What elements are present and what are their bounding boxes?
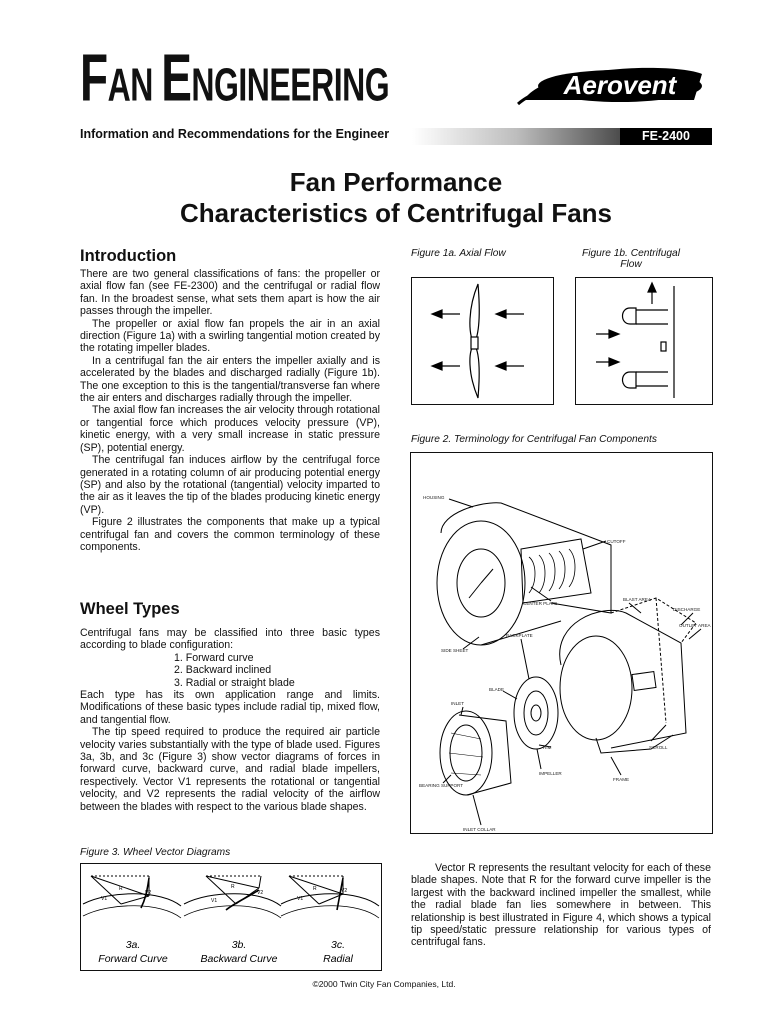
label-blast-area: BLAST AREA <box>623 597 652 602</box>
document-code: FE-2400 <box>620 128 712 145</box>
label-backplate: BACKPLATE <box>506 633 533 638</box>
panel-3c-label: Radial <box>323 953 353 965</box>
panel-3b-label: Backward Curve <box>200 953 278 965</box>
paragraph: Vector R represents the resultant velocity for each of these blade shapes. Note that R for the forward curve impeller is the largest with the backward inclined impeller the smallest, while the radial blade fan lies somewhere in between. This relationship is best illustrated in Figure 4, which shows a typical tip speed/static pressure relationship for various types of centrifugal fans. <box>411 862 711 949</box>
figure-2-fan-components <box>410 452 713 834</box>
paragraph: The centrifugal fan induces airflow by the centrifugal force generated in a rotating column of air producing potential energy (SP) and also by the rotational (tangential) velocity imparted to the air as it leaves the tip of the blades producing kinetic energy (VP). <box>80 454 380 516</box>
figure-3-wheel-vector-diagrams <box>80 863 382 971</box>
brand-title <box>80 39 390 116</box>
logo-text: Aerovent <box>563 70 677 100</box>
vector-label-v1: V1 <box>101 896 108 902</box>
figure-1a-caption: Figure 1a. Axial Flow <box>411 248 506 259</box>
blade-type-list <box>80 652 380 689</box>
paragraph: The tip speed required to produce the required air particle velocity varies substantially with the type of blade used. Figures 3a, 3b, and 3c (Figure 3) show vector diagrams of forces in forward curve, backward curve, and radial blade impellers, respectively. Vector V1 represents the rotational or tangential velocity, and V2 represents the radial velocity of the airflow between the blades with respect to the various blade shapes. <box>80 726 380 813</box>
vector-label-r: R <box>231 884 235 890</box>
label-scroll: SCROLL <box>649 745 668 750</box>
figure-1b-caption: Figure 1b. Centrifugal Flow <box>582 248 680 270</box>
heading-wheel-types: Wheel Types <box>80 600 180 618</box>
heading-introduction: Introduction <box>80 247 177 265</box>
label-outlet-area: OUTLET AREA <box>679 623 711 628</box>
header-subtitle: Information and Recommendations for the Engineer <box>80 127 390 141</box>
paragraph: There are two general classifications of fans: the propeller or axial flow fan (see FE-2300) and the centrifugal or radial flow fan. In the broadest sense, what sets them apart is how the air passes through the impeller. <box>80 268 380 318</box>
copyright-footer: ©2000 Twin City Fan Companies, Ltd. <box>312 979 456 989</box>
paragraph: In a centrifugal fan the air enters the impeller axially and is accelerated by the blades and discharged radially (Figure 1b). The one exception to this is the tangential/transverse fan where the air enters and discharges radially through the impeller. <box>80 354 380 405</box>
label-bearing-support: BEARING SUPPORT <box>419 783 464 788</box>
page-title-line2: Characteristics of Centrifugal Fans <box>180 198 612 228</box>
list-item: 2. Backward inclined <box>174 664 272 677</box>
aerovent-logo <box>514 60 709 108</box>
vector-resultant-text <box>411 862 711 949</box>
vector-label-v1: V1 <box>211 898 218 904</box>
paragraph: The propeller or axial flow fan propels the air in an axial direction (Figure 1a) with a swirling tangential motion created by the rotating impeller blades. <box>80 317 380 355</box>
panel-3c-id: 3c. <box>330 939 346 951</box>
label-blade: BLADE <box>489 687 505 692</box>
vector-label-r: R <box>313 886 317 892</box>
vector-label-v2: V2 <box>145 890 152 896</box>
list-item: 1. Forward curve <box>174 651 254 664</box>
vector-label-r: R <box>119 886 123 892</box>
label-inlet: INLET <box>451 701 465 706</box>
figure-2-caption: Figure 2. Terminology for Centrifugal Fan Components <box>411 434 657 445</box>
list-item: 3. Radial or straight blade <box>174 676 295 689</box>
page-title <box>80 167 712 229</box>
brand-initial-e: E <box>161 39 192 116</box>
label-inlet-collar: INLET COLLAR <box>463 827 496 832</box>
vector-label-v2: V2 <box>341 888 348 894</box>
label-discharge: DISCHARGE <box>673 607 701 612</box>
brand-word-fan: AN <box>107 58 162 111</box>
panel-3b-id: 3b. <box>231 939 247 951</box>
paragraph: The axial flow fan increases the air velocity through rotational or tangential force which produces velocity pressure (VP), kinetic energy, with a very small increase in static pressure (SP), potential energy. <box>80 404 380 454</box>
paragraph: Figure 2 illustrates the components that make up a typical centrifugal fan and covers the common terminology of these components. <box>80 516 380 553</box>
label-impeller: IMPELLER <box>539 771 562 776</box>
vector-label-v2: V2 <box>257 890 264 896</box>
centrifugal-fan-exploded-diagram <box>411 453 712 833</box>
page-title-line1: Fan Performance <box>289 167 503 197</box>
wheel-types-text <box>80 627 380 813</box>
axial-flow-diagram <box>412 278 553 404</box>
label-side-sheet: SIDE SHEET <box>441 648 469 653</box>
vector-label-v1: V1 <box>297 896 304 902</box>
label-rim: RIM <box>543 745 552 750</box>
brand-word-engineering: NGINEERING <box>191 58 390 111</box>
label-center-plate: CENTER PLATE <box>523 601 558 606</box>
figure-3-caption: Figure 3. Wheel Vector Diagrams <box>80 847 231 858</box>
panel-3a-id: 3a. <box>125 939 141 951</box>
introduction-text <box>80 268 380 553</box>
figure-1b-centrifugal-flow <box>575 277 713 405</box>
centrifugal-flow-diagram <box>576 278 712 404</box>
figure-1a-axial-flow <box>411 277 554 405</box>
paragraph: Centrifugal fans may be classified into three basic types according to blade configuration: <box>80 627 380 652</box>
label-housing: HOUSING <box>423 495 445 500</box>
brand-initial-f: F <box>80 39 108 116</box>
paragraph: Each type has its own application range and limits. Modifications of these basic types include radial tip, mixed flow, and tangential flow. <box>80 689 380 726</box>
panel-3a-label: Forward Curve <box>98 953 168 965</box>
label-frame: FRAME <box>613 777 630 782</box>
label-cutoff: CUTOFF <box>607 539 626 544</box>
wheel-vector-diagram <box>81 864 381 970</box>
